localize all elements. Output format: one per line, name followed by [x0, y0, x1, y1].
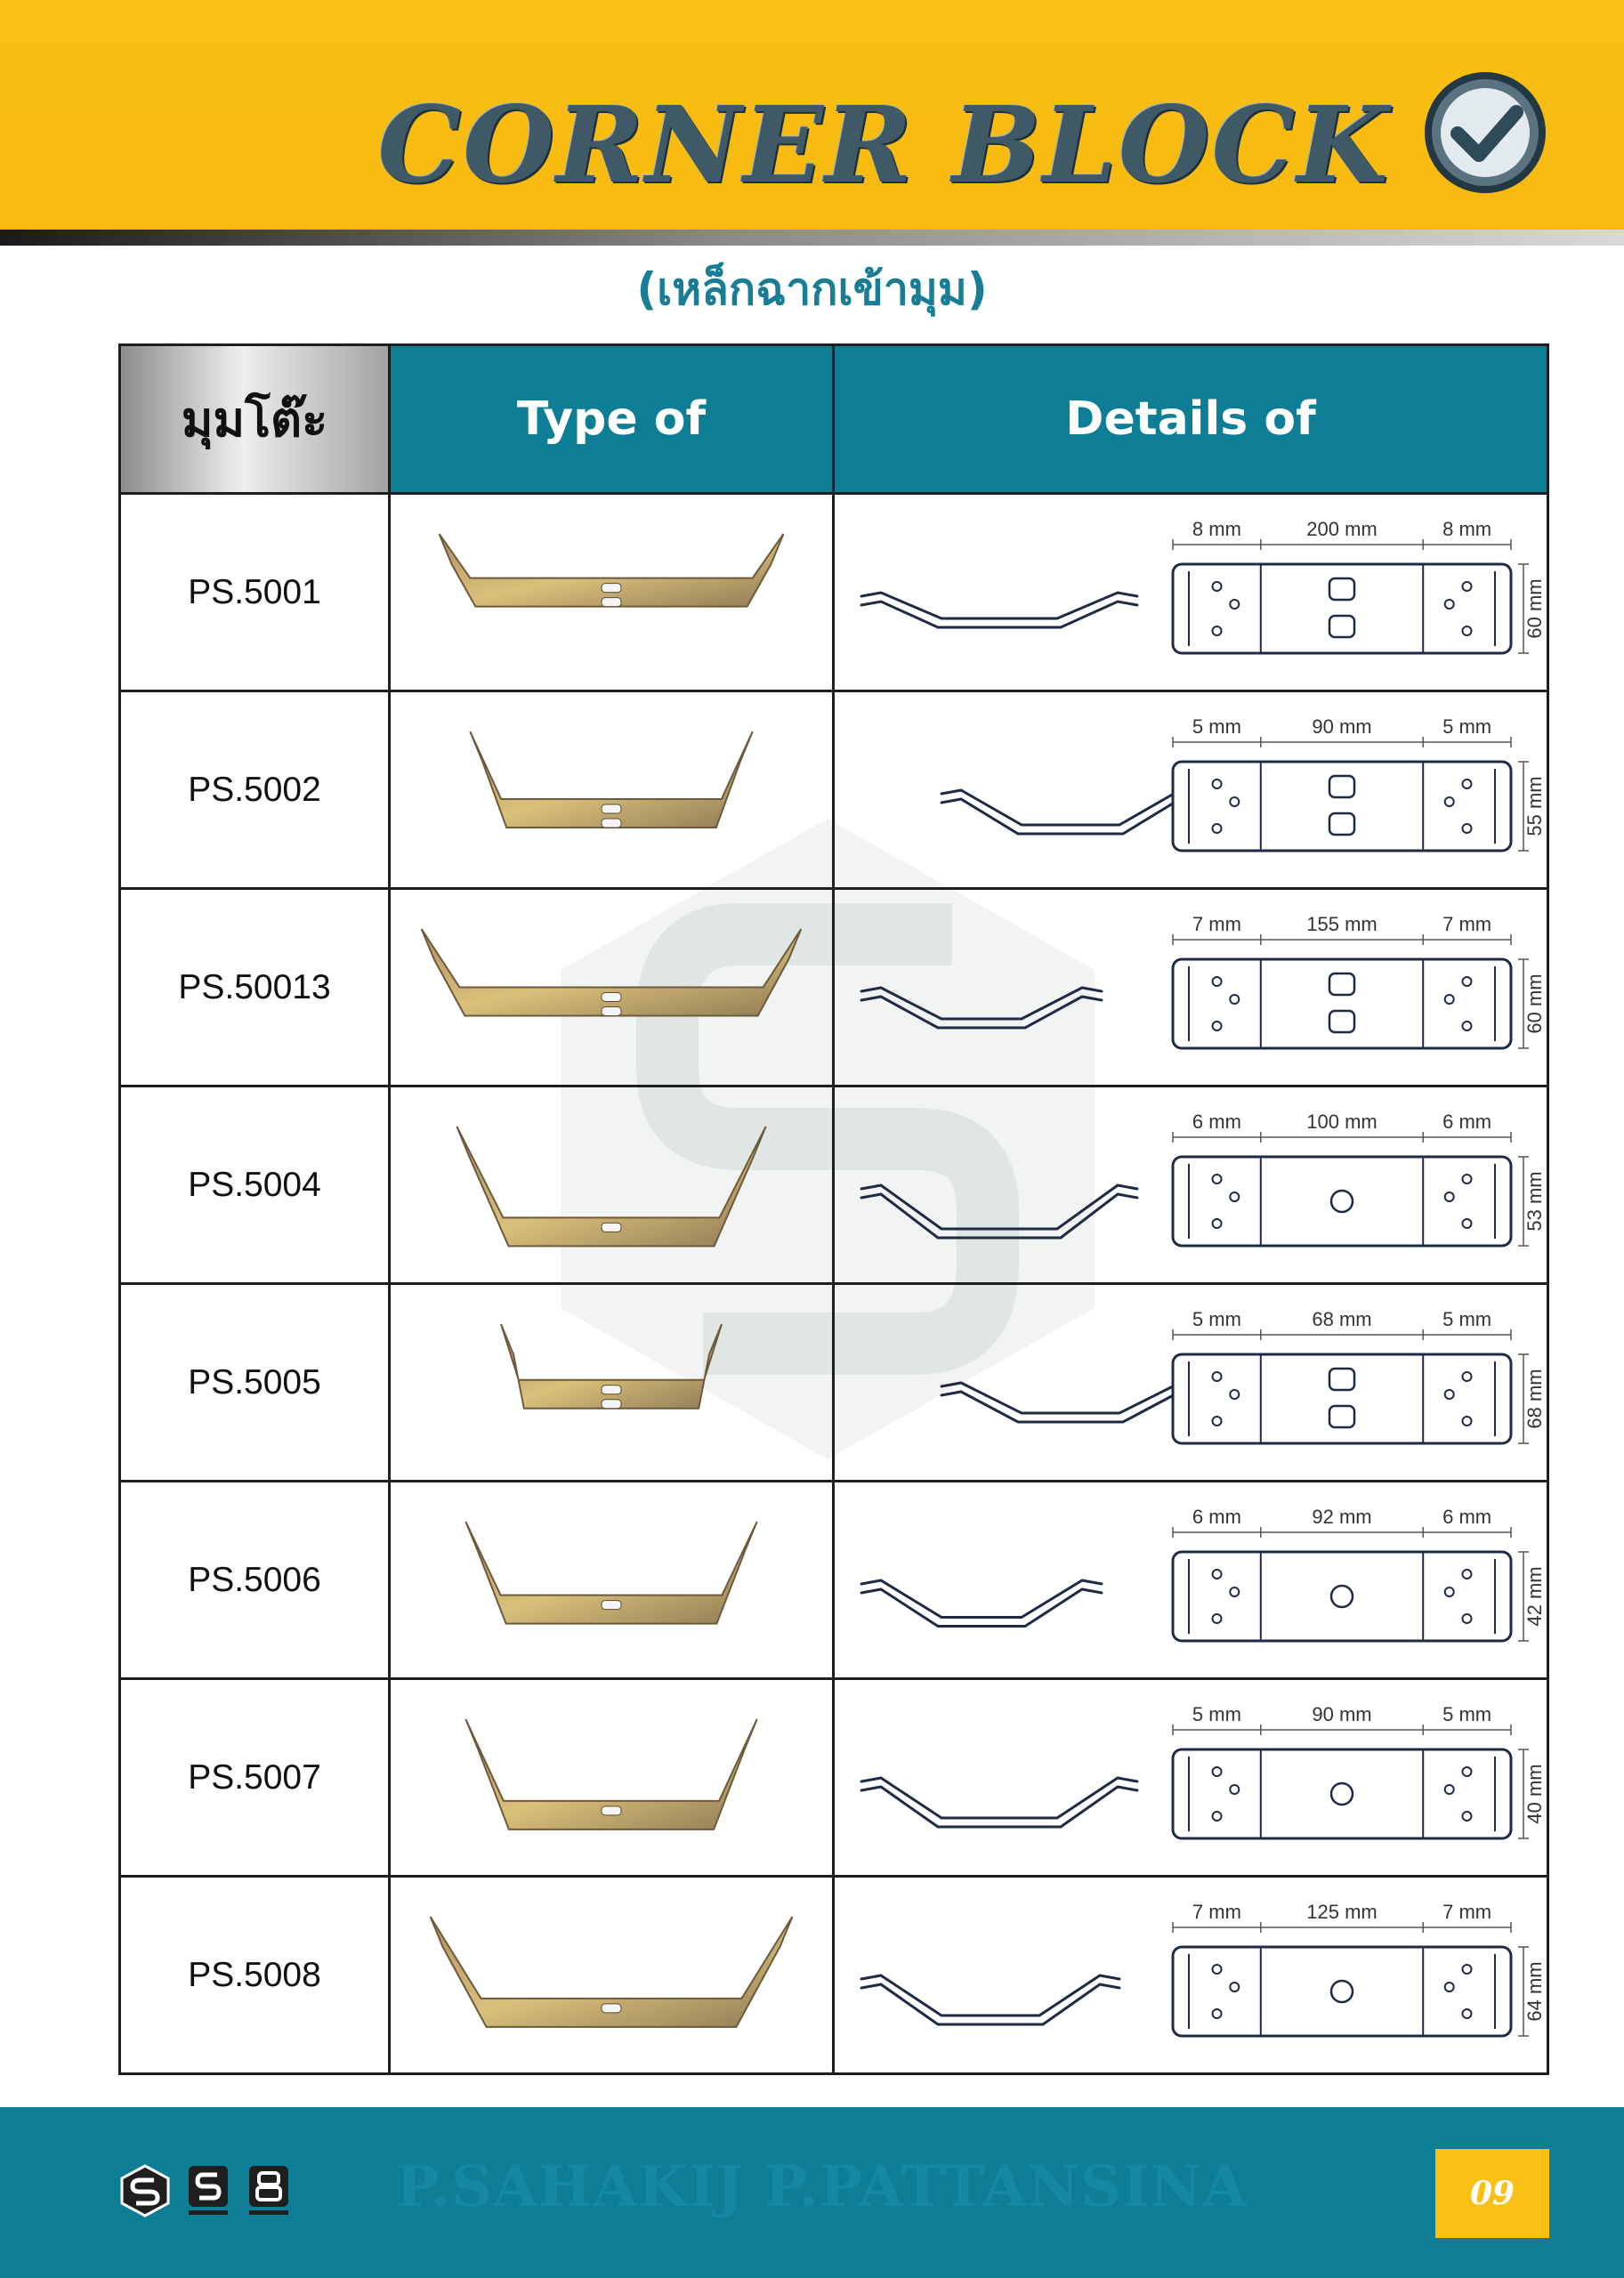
page-title: CORNER BLOCK	[377, 83, 1390, 206]
bracket-photo-shape	[501, 1324, 722, 1409]
dimension-label: 92 mm	[1312, 1505, 1372, 1528]
product-photo-cell	[390, 889, 834, 1086]
dimension-label: 155 mm	[1306, 912, 1378, 935]
page-number: 09	[1435, 2149, 1549, 2238]
product-photo-cell	[390, 494, 834, 691]
dimension-label: 5 mm	[1192, 1307, 1241, 1330]
header-stripe	[0, 230, 1624, 246]
table-row	[120, 1284, 1548, 1482]
side-profile-drawing	[861, 1778, 1137, 1827]
dimension-label: 7 mm	[1192, 1900, 1241, 1923]
model-code: PS.5008	[120, 1877, 390, 2074]
dimension-label: 90 mm	[1312, 715, 1372, 738]
technical-drawing-cell	[834, 1284, 1548, 1482]
plan-view-drawing	[1173, 1157, 1511, 1246]
model-code: PS.5004	[120, 1086, 390, 1284]
model-code: PS.5007	[120, 1679, 390, 1877]
technical-drawing	[835, 893, 1548, 1082]
dimension-label: 5 mm	[1442, 1307, 1492, 1330]
pattansina-logo-icon	[247, 2164, 290, 2217]
dimension-label: 7 mm	[1442, 912, 1492, 935]
technical-drawing-cell	[834, 1086, 1548, 1284]
model-code: PS.5006	[120, 1482, 390, 1679]
checkmark-icon	[1422, 69, 1548, 196]
dimension-label: 5 mm	[1192, 1702, 1241, 1725]
model-code: PS.5002	[120, 691, 390, 889]
dimension-label: 125 mm	[1306, 1900, 1378, 1923]
header-details: Details of	[834, 345, 1548, 494]
technical-drawing-cell	[834, 1482, 1548, 1679]
dimension-label: 6 mm	[1442, 1110, 1492, 1133]
technical-drawing	[835, 1091, 1548, 1280]
bracket-photo-shape	[422, 929, 802, 1015]
plan-view-drawing	[1173, 1749, 1511, 1838]
table-row	[120, 691, 1548, 889]
dimension-label: 5 mm	[1442, 1702, 1492, 1725]
product-photo-cell	[390, 1679, 834, 1877]
technical-drawing	[835, 1684, 1548, 1872]
technical-drawing-cell	[834, 691, 1548, 889]
side-profile-drawing	[941, 1383, 1200, 1422]
side-profile-drawing	[861, 593, 1137, 627]
table-row	[120, 1877, 1548, 2074]
plan-view-drawing	[1173, 1552, 1511, 1641]
dimension-label: 6 mm	[1442, 1505, 1492, 1528]
page-subtitle: (เหล็กฉากเข้ามุม)	[636, 263, 988, 315]
side-profile-drawing	[861, 988, 1102, 1028]
product-photo	[391, 696, 832, 885]
bracket-photo-shape	[440, 534, 784, 607]
sahakij-logo-icon	[187, 2164, 230, 2217]
technical-drawing	[835, 1881, 1548, 2070]
dimension-label: 7 mm	[1442, 1900, 1492, 1923]
technical-drawing	[835, 1288, 1548, 1477]
dimension-label: 6 mm	[1192, 1505, 1241, 1528]
product-photo	[391, 1486, 832, 1675]
technical-drawing	[835, 1486, 1548, 1675]
table-row	[120, 1086, 1548, 1284]
dimension-label: 5 mm	[1442, 715, 1492, 738]
model-code: PS.5005	[120, 1284, 390, 1482]
height-label: 42 mm	[1523, 1565, 1546, 1627]
height-label: 40 mm	[1523, 1763, 1546, 1824]
height-label: 60 mm	[1523, 578, 1546, 639]
header-model: มุมโต๊ะ	[120, 345, 390, 494]
dimension-label: 100 mm	[1306, 1110, 1378, 1133]
dimension-label: 8 mm	[1442, 517, 1492, 540]
table-row	[120, 889, 1548, 1086]
ps-hexagon-logo-icon	[120, 2164, 170, 2217]
product-photo	[391, 893, 832, 1082]
height-label: 68 mm	[1523, 1368, 1546, 1429]
product-photo	[391, 498, 832, 687]
technical-drawing	[835, 696, 1548, 885]
dimension-label: 6 mm	[1192, 1110, 1241, 1133]
product-photo	[391, 1684, 832, 1872]
technical-drawing	[835, 498, 1548, 687]
dimension-label: 5 mm	[1192, 715, 1241, 738]
dimension-label: 68 mm	[1312, 1307, 1372, 1330]
side-profile-drawing	[861, 1580, 1102, 1627]
product-photo-cell	[390, 1284, 834, 1482]
technical-drawing-cell	[834, 1679, 1548, 1877]
header-type: Type of	[390, 345, 834, 494]
dimension-label: 7 mm	[1192, 912, 1241, 935]
product-photo-cell	[390, 1877, 834, 2074]
side-profile-drawing	[861, 1185, 1137, 1238]
technical-drawing-cell	[834, 494, 1548, 691]
height-label: 60 mm	[1523, 973, 1546, 1034]
product-photo-cell	[390, 1086, 834, 1284]
plan-view-drawing	[1173, 1947, 1511, 2036]
table-row	[120, 1482, 1548, 1679]
height-label: 55 mm	[1523, 775, 1546, 836]
height-label: 64 mm	[1523, 1960, 1546, 2022]
product-photo	[391, 1091, 832, 1280]
model-code: PS.50013	[120, 889, 390, 1086]
footer-brand-text: P.SAHAKIJ P.PATTANSINA	[396, 2153, 1248, 2220]
side-profile-drawing	[861, 1975, 1119, 2024]
product-photo	[391, 1288, 832, 1477]
product-photo	[391, 1881, 832, 2070]
technical-drawing-cell	[834, 889, 1548, 1086]
height-label: 53 mm	[1523, 1170, 1546, 1232]
product-table	[118, 343, 1549, 2075]
dimension-label: 90 mm	[1312, 1702, 1372, 1725]
technical-drawing-cell	[834, 1877, 1548, 2074]
table-row	[120, 494, 1548, 691]
product-photo-cell	[390, 1482, 834, 1679]
table-row	[120, 1679, 1548, 1877]
product-photo-cell	[390, 691, 834, 889]
side-profile-drawing	[941, 790, 1200, 834]
dimension-label: 8 mm	[1192, 517, 1241, 540]
dimension-label: 200 mm	[1306, 517, 1378, 540]
model-code: PS.5001	[120, 494, 390, 691]
